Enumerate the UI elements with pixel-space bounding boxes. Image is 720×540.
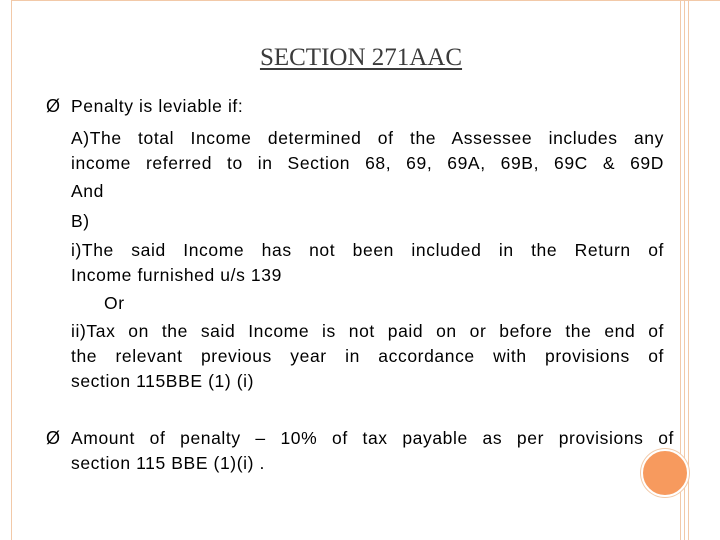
- body-line: And: [71, 181, 104, 201]
- body-line: B): [71, 211, 90, 231]
- body-line: the relevant previous year in accordance with provisions of: [71, 346, 664, 366]
- body-line: section 115 BBE (1)(i) .: [71, 453, 266, 473]
- body-line: i)The said Income has not been included in the Return of: [71, 240, 664, 260]
- body-line: Or: [104, 293, 125, 313]
- body-line: A)The total Income determined of the Assessee includes any: [71, 128, 664, 148]
- body-line: ii)Tax on the said Income is not paid on or before the end of: [71, 321, 664, 341]
- body-line: Income furnished u/s 139: [71, 265, 282, 285]
- decorative-circle: [641, 449, 689, 497]
- body-line: Amount of penalty – 10% of tax payable as per provisions of: [71, 428, 674, 448]
- bullet-lead-text: Penalty is leviable if:: [71, 96, 244, 116]
- left-frame-line: [11, 0, 12, 540]
- top-frame-line: [11, 0, 720, 1]
- slide-title-text: SECTION 271AAC: [259, 44, 463, 71]
- body-line: income referred to in Section 68, 69, 69A, 69B, 69C & 69D: [71, 153, 664, 173]
- body-line: section 115BBE (1) (i): [71, 371, 255, 391]
- slide-title: [0, 44, 720, 72]
- right-frame-line: [688, 0, 689, 540]
- arrow-bullet-icon: Ø: [46, 96, 61, 116]
- arrow-bullet-icon: Ø: [46, 428, 61, 448]
